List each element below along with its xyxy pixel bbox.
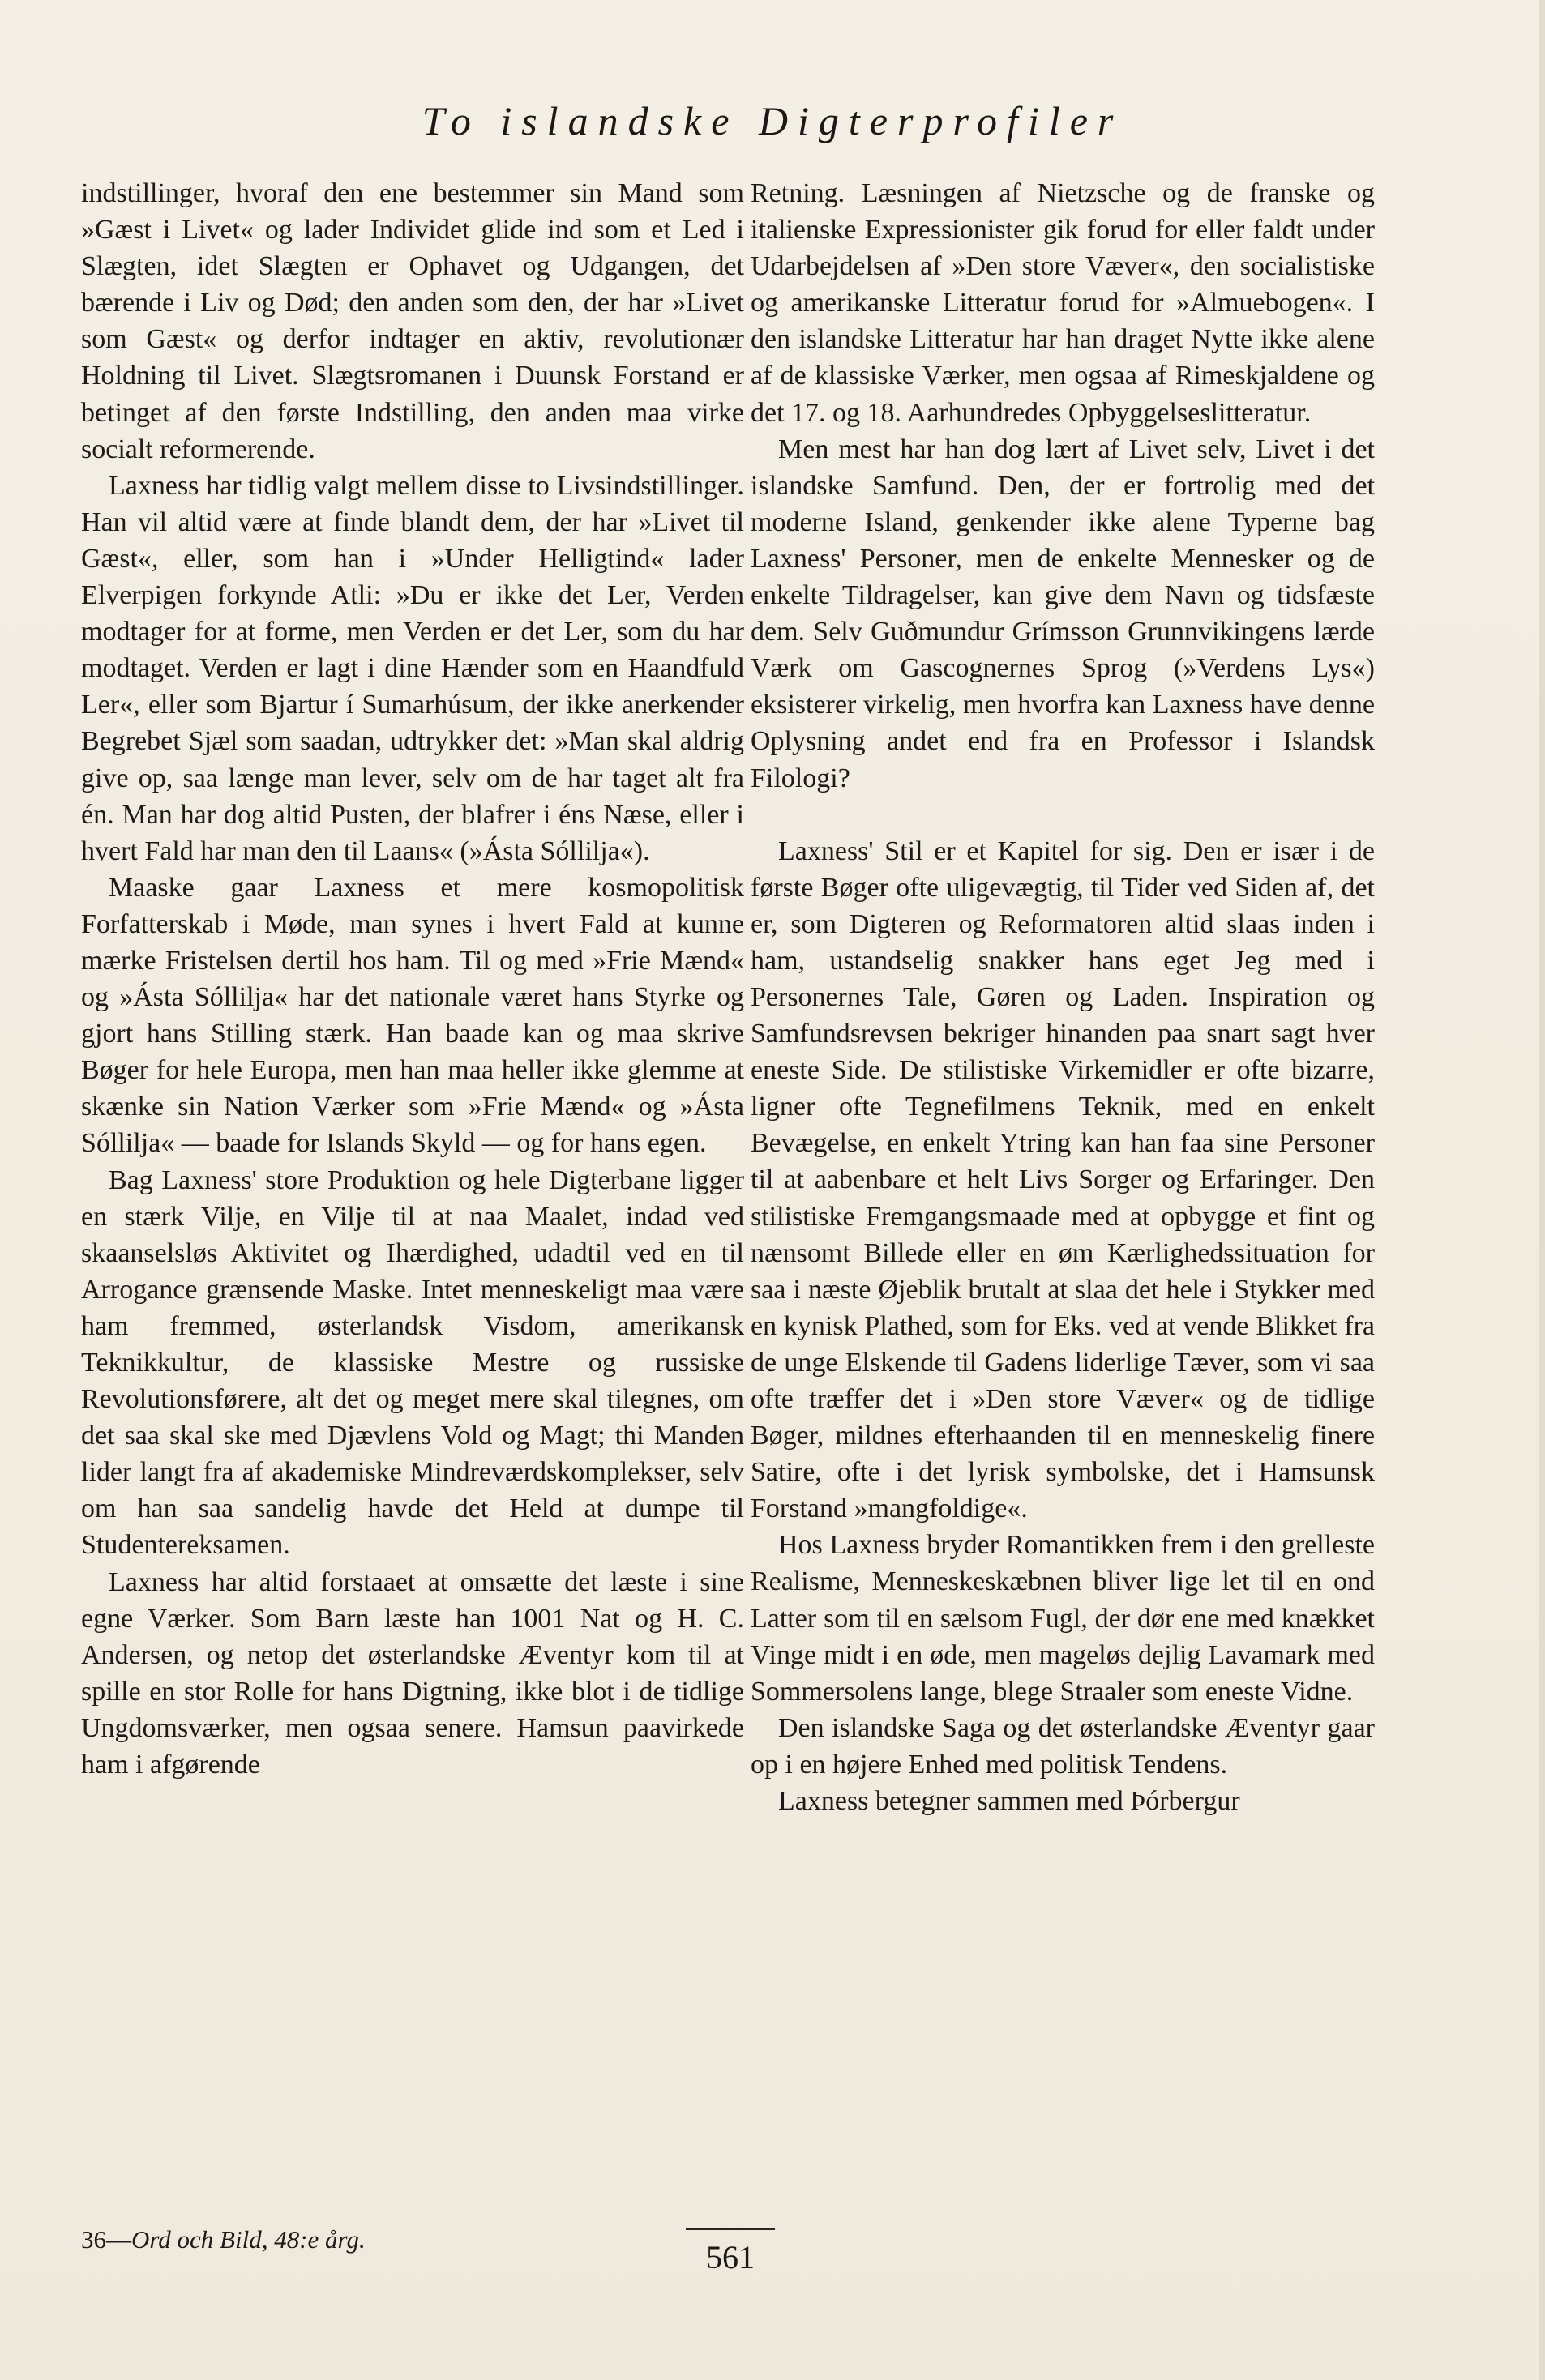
publication-title: Ord och Bild, 48:e årg. [131, 2225, 366, 2254]
running-title: To islandske Digterprofiler [422, 98, 1123, 143]
signature-number: 36— [81, 2225, 131, 2254]
paragraph: Laxness' Stil er et Kapitel for sig. Den er især i de første Bøger ofte uligevægtig, til Tider ved Siden af, det er, som Digteren og Reformatoren altid slaas inden i ham, ustandselig snakker hans eget Jeg med i Personernes Tale, Gøren og Laden. Inspiration og Samfundsrevsen bekriger hinanden paa snart sagt hver eneste Side. De stilistiske Virkemidler er ofte bizarre, ligner ofte Tegnefilmens Teknik, med en enkelt Bevægelse, en enkelt Ytring kan han faa sine Personer til at aabenbare et helt Livs Sorger og Erfaringer. Den stilistiske Fremgangsmaade med at opbygge et fint og nænsomt Billede eller en øm Kærlighedssituation for saa i næste Øjeblik brutalt at slaa det hele i Stykker med en kynisk Plathed, som for Eks. ved at vende Blikket fra de unge Elskende til Gadens liderlige Tæver, som vi saa ofte træffer det i »Den store Væver« og de tidlige Bøger, mildnes efterhaanden til en menneskelig finere Satire, ofte i det lyrisk symbolske, det i Hamsunsk Forstand »mangfoldige«. [751, 835, 1375, 1524]
page-edge [1539, 0, 1545, 2380]
paragraph: Laxness har altid forstaaet at omsætte det læste i sine egne Værker. Som Barn læste han 1001 Nat og H. C. Andersen, og netop det østerlandske Æventyr kom til at spille en stor Rolle for hans Digtning, ikke blot i de tidlige Ungdomsværker, men ogsaa senere. Hamsun paavirkede ham i afgørende [81, 1566, 744, 1780]
paragraph: Maaske gaar Laxness et mere kosmopolitisk Forfatterskab i Møde, man synes i hvert Fald at kunne mærke Fristelsen dertil hos ham. Til og med »Frie Mænd« og »Ásta Sóllilja« har det nationale været hans Styrke og gjort hans Stilling stærk. Han baade kan og maa skrive Bøger for hele Europa, men han maa heller ikke glemme at skænke sin Nation Værker som »Frie Mænd« og »Ásta Sóllilja« — baade for Islands Skyld — og for hans egen. [81, 872, 744, 1159]
paragraph: Bag Laxness' store Produktion og hele Digterbane ligger en stærk Vilje, en Vilje til at naa Maalet, indad ved skaanselsløs Aktivitet og Ihærdighed, udadtil ved en til Arrogance grænsende Maske. Intet menneskeligt maa være ham fremmed, østerlandsk Visdom, amerikansk Teknikkultur, de klassiske Mestre og russiske Revolutionsførere, alt det og meget mere skal tilegnes, om det saa skal ske med Djævlens Vold og Magt; thi Manden lider langt fra af akademiske Mindreværdskomplekser, selv om han saa sandelig havde det Held at dumpe til Studentereksamen. [81, 1164, 744, 1561]
paragraph: Hos Laxness bryder Romantikken frem i den grelleste Realisme, Menneskeskæbnen bliver lige let til en ond Latter som til en sælsom Fugl, der dør ene med knækket Vinge midt i en øde, men mageløs dejlig Lavamark med Sommersolens lange, blege Straaler som eneste Vidne. [751, 1530, 1375, 1707]
page-number-rule [686, 2228, 775, 2230]
paragraph: Laxness betegner sammen med Þórbergur [778, 1786, 1240, 1817]
page-number: 561 [706, 2239, 755, 2275]
paragraph: indstillinger, hvoraf den ene bestemmer sin Mand som »Gæst i Livet« og lader Individet glide ind som et Led i Slægten, idet Slægten er Ophavet og Udgangen, det bærende i Liv og Død; den anden som den, der har »Livet som Gæst« og derfor indtager en aktiv, revolutionær Holdning til Livet. Slægtsromanen i Duunsk Forstand er betinget af den første Indstilling, den anden maa virke socialt reformerende. [81, 178, 744, 464]
left-column [81, 175, 744, 1783]
footer-publication [81, 2225, 366, 2254]
paragraph: Laxness har tidlig valgt mellem disse to Livsindstillinger. Han vil altid være at finde blandt dem, der har »Livet til Gæst«, eller, som han i »Under Helligtind« lader Elverpigen forkynde Atli: »Du er ikke det Ler, Verden modtager for at forme, men Verden er det Ler, som du har modtaget. Verden er lagt i dine Hænder som en Haandfuld Ler«, eller som Bjartur í Sumarhúsum, der ikke anerkender Begrebet Sjæl som saadan, udtrykker det: »Man skal aldrig give op, saa længe man lever, selv om de har taget alt fra én. Man har dog altid Pusten, der blafrer i éns Næse, eller i hvert Fald har man den til Laans« (»Ásta Sóllilja«). [81, 470, 744, 866]
right-column [751, 175, 1375, 1819]
paragraph: Men mest har han dog lært af Livet selv, Livet i det islandske Samfund. Den, der er fortrolig med det moderne Island, genkender ikke alene Typerne bag Laxness' Personer, men de enkelte Mennesker og de enkelte Tildragelser, kan give dem Navn og tidsfæste dem. Selv Guðmundur Grímsson Grunnvikingens lærde Værk om Gascognernes Sprog (»Verdens Lys«) eksisterer virkelig, men hvorfra kan Laxness have denne Oplysning andet end fra en Professor i Islandsk Filologi? [751, 434, 1375, 793]
paragraph: Retning. Læsningen af Nietzsche og de franske og italienske Expressionister gik forud for eller faldt under Udarbejdelsen af »Den store Væver«, den socialistiske og amerikanske Litteratur forud for »Almuebogen«. I den islandske Litteratur har han draget Nytte ikke alene af de klassiske Værker, men ogsaa af Rimeskjaldene og det 17. og 18. Aarhundredes Opbyggelseslitteratur. [751, 178, 1375, 428]
paragraph: Den islandske Saga og det østerlandske Æventyr gaar op i en højere Enhed med politisk Tendens. [751, 1712, 1375, 1780]
